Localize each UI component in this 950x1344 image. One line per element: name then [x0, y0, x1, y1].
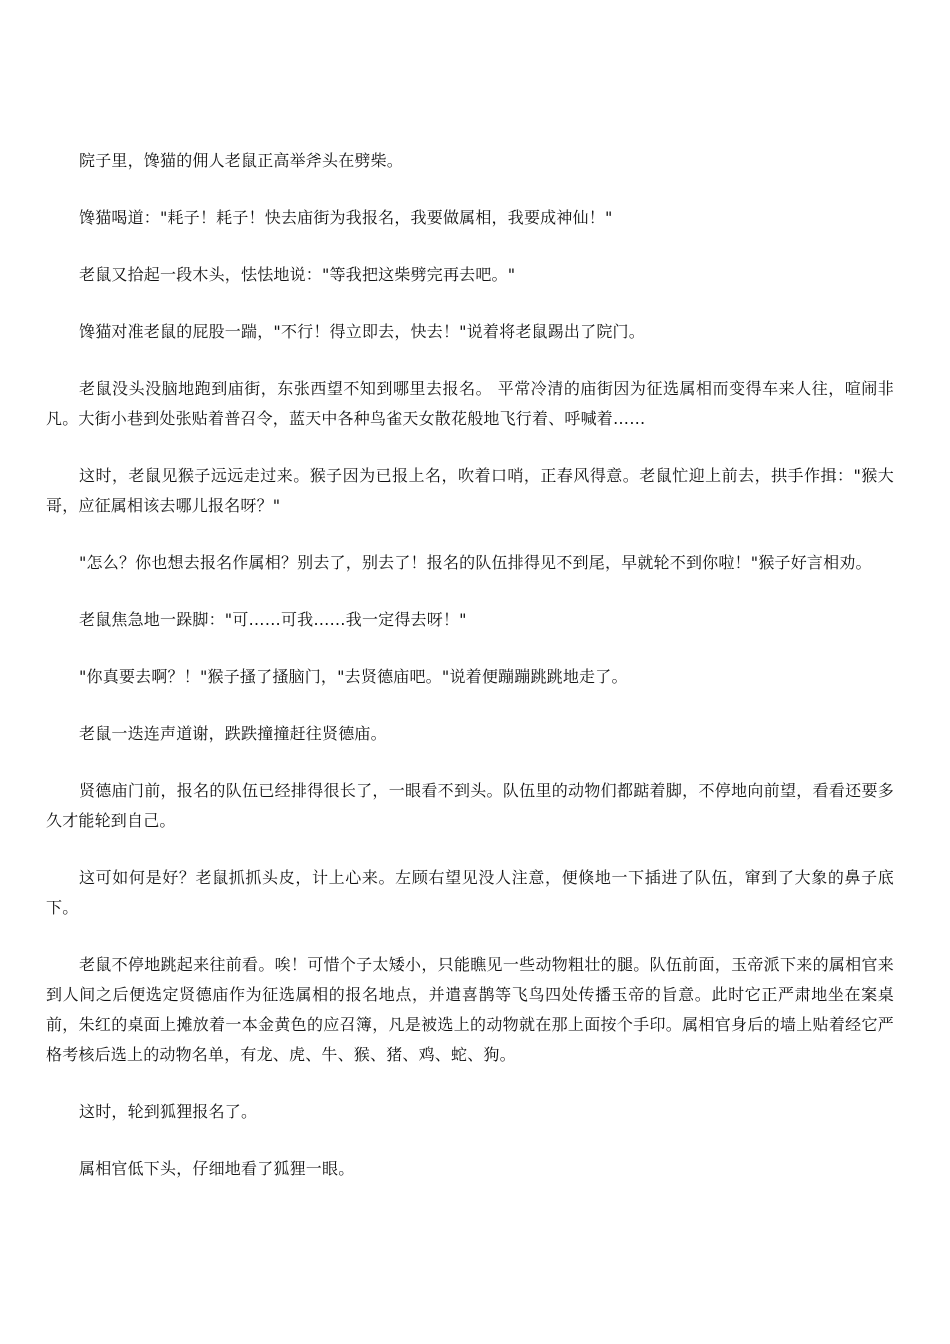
paragraph-10: 老鼠一迭连声道谢，跌跌撞撞赶往贤德庙。 [79, 724, 387, 743]
paragraph-11: 贤德庙门前，报名的队伍已经排得很长了，一眼看不到头。队伍里的动物们都踮着脚，不停地向前望，看看还要多久才能轮到自己。 [46, 781, 894, 830]
paragraph-6: 这时，老鼠见猴子远远走过来。猴子因为已报上名，吹着口哨，正春风得意。老鼠忙迎上前去，拱手作揖："猴大哥，应征属相该去哪儿报名呀？" [46, 466, 894, 515]
paragraph-14: 这时，轮到狐狸报名了。 [79, 1102, 258, 1121]
paragraph-3: 老鼠又拾起一段木头，怯怯地说："等我把这柴劈完再去吧。" [79, 265, 516, 284]
paragraph-13: 老鼠不停地跳起来往前看。唉！可惜个子太矮小，只能瞧见一些动物粗壮的腿。队伍前面，玉帝派下来的属相官来到人间之后便选定贤德庙作为征选属相的报名地点，并遣喜鹊等飞鸟四处传播玉帝的旨意。此时它正严肃地坐在案桌前，朱红的桌面上摊放着一本金黄色的应召簿，凡是被选上的动物就在那上面按个手印。属相官身后的墙上贴着经它严格考核后选上的动物名单，有龙、虎、牛、猴、猪、鸡、蛇、狗。 [46, 955, 894, 1064]
document-page [46, 146, 894, 1211]
paragraph-9: "你真要去啊？！"猴子搔了搔脑门，"去贤德庙吧。"说着便蹦蹦跳跳地走了。 [79, 667, 628, 686]
paragraph-12: 这可如何是好？老鼠抓抓头皮，计上心来。左顾右望见没人注意，便倏地一下插进了队伍，窜到了大象的鼻子底下。 [46, 868, 894, 917]
paragraph-15: 属相官低下头，仔细地看了狐狸一眼。 [79, 1159, 355, 1178]
paragraph-1: 院子里，馋猫的佣人老鼠正高举斧头在劈柴。 [79, 151, 404, 170]
paragraph-7: "怎么？你也想去报名作属相？别去了，别去了！报名的队伍排得见不到尾，早就轮不到你啦！"猴子好言相劝。 [79, 553, 872, 572]
paragraph-5: 老鼠没头没脑地跑到庙街，东张西望不知到哪里去报名。 平常冷清的庙街因为征选属相而变得车来人往，喧闹非凡。大街小巷到处张贴着普召令，蓝天中各种鸟雀天女散花般地飞行着、呼喊着…… [46, 379, 894, 428]
paragraph-8: 老鼠焦急地一跺脚："可……可我……我一定得去呀！" [79, 610, 467, 629]
paragraph-4: 馋猫对准老鼠的屁股一踹，"不行！得立即去，快去！"说着将老鼠踢出了院门。 [79, 322, 645, 341]
paragraph-2: 馋猫喝道："耗子！耗子！快去庙街为我报名，我要做属相，我要成神仙！" [79, 208, 613, 227]
